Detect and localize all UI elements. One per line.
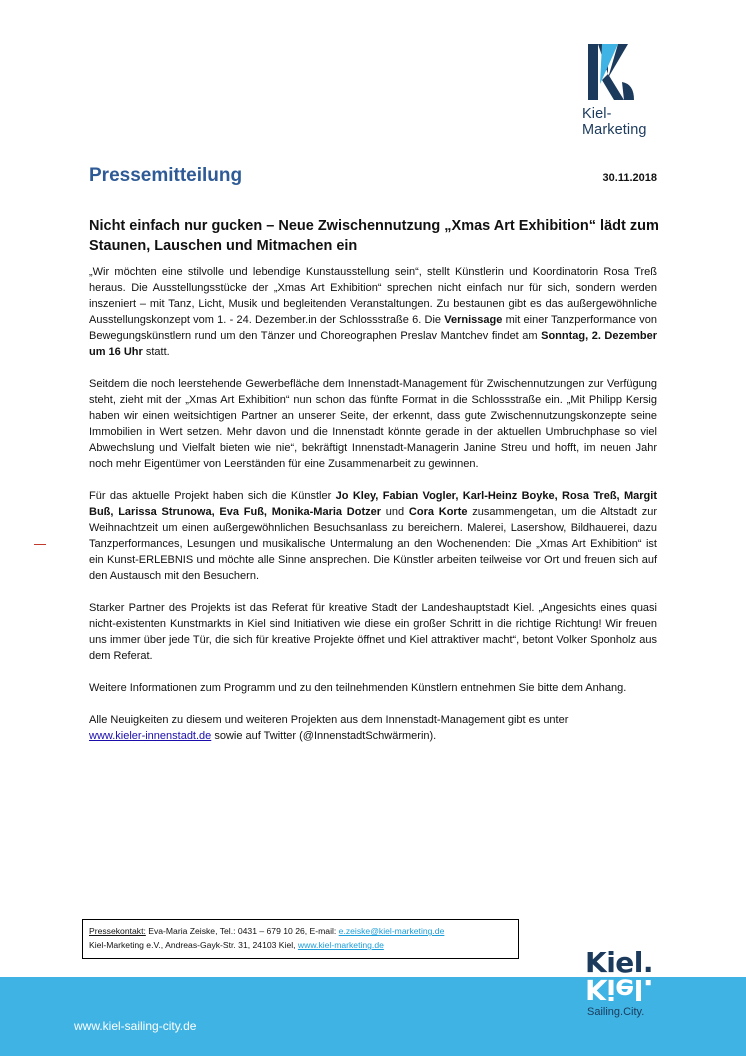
kiel-marketing-logo (582, 44, 674, 138)
footer-url[interactable]: www.kiel-sailing-city.de (74, 1019, 197, 1033)
kiel-wordmark: Kiel. (585, 946, 654, 979)
paragraph-6: Alle Neuigkeiten zu diesem und weiteren Projekten aus dem Innenstadt-Management gibt es unter www.kieler-innenstadt.de sowie auf Twitter (@InnenstadtSchwärmerin). (89, 714, 569, 742)
contact-website-link[interactable]: www.kiel-marketing.de (297, 940, 384, 950)
innenstadt-link[interactable]: www.kieler-innenstadt.de (89, 730, 212, 742)
kiel-sailing-city-logo (585, 948, 675, 1018)
kiel-marketing-wordmark: Kiel-Marketing (582, 106, 647, 138)
paragraph-1: „Wir möchten eine stilvolle und lebendige Kunstausstellung sein“, stellt Künstlerin und Koordinatorin Rosa Treß heraus. Die Ausstellungsstücke der „Xmas Art Exhibition“ sprechen nicht einfach nur für sich, sondern werden inszeniert – mit Tanz, Licht, Musik und begleitenden Veranstaltungen. Zu bestaunen gibt es das außergewöhnliche Ausstellungskonzept vom 1. - 24. Dezember.in der Schlossstraße 6. Die Vernissage mit einer Tanzperformance von Bewegungskünstlern rund um den Tänzer und Choreographen Preslav Mantchev findet am Sonntag, 2. Dezember um 16 Uhr statt. (89, 266, 658, 358)
press-contact-box: Pressekontakt: Eva-Maria Zeiske, Tel.: 0431 – 679 10 26, E-mail: e.zeiske@kiel-marketing.de Kiel-Marketing e.V., Andreas-Gayk-Str. 31, 24103 Kiel, www.kiel-marketing.de (82, 919, 519, 959)
body-text (89, 264, 657, 760)
contact-label: Pressekontakt: (89, 926, 146, 936)
document-title: Pressemitteilung (89, 165, 243, 186)
document-date: 30.11.2018 (602, 172, 657, 184)
contact-email-link[interactable]: e.zeiske@kiel-marketing.de (338, 926, 445, 936)
paragraph-3: Für das aktuelle Projekt haben sich die Künstler Jo Kley, Fabian Vogler, Karl-Heinz Boyke, Rosa Treß, Margit Buß, Larissa Strunowa, Eva Fuß, Monika-Maria Dotzer und Cora Korte zusammengetan, um die Altstadt zur Weihnachtzeit um einen außergewöhnlichen Besuchsanlass zu bereichern. Malerei, Lasershow, Bildhauerei, dazu Tanzperformances, Lesungen und musikalische Untermalung an den Wochenenden: Die „Xmas Art Exhibition“ ist ein Kunst-ERLEBNIS und möchte alle Sinne ansprechen. Die Künstler arbeiten teilweise vor Ort und freuen sich auf den Austausch mit den Besuchern. (89, 490, 658, 582)
paragraph-4: Starker Partner des Projekts ist das Referat für kreative Stadt der Landeshauptstadt Kiel. „Angesichts eines quasi nicht-existenten Kunstmarkts in Kiel sind Initiativen wie diese ein großer Schritt in die richtige Richtung! Wir freuen uns immer über jede Tür, die sich für kreative Projekte öffnet und Kiel attraktiver macht“, betont Volker Sponholz aus dem Referat. (89, 602, 657, 662)
kiel-tagline: Sailing.City. (587, 1006, 645, 1018)
kiel-wordmark-reflection: Kiel. (585, 973, 654, 1006)
paragraph-2: Seitdem die noch leerstehende Gewerbefläche dem Innenstadt-Management für Zwischennutzungen zur Verfügung steht, zieht mit der „Xmas Art Exhibition“ nun schon das fünfte Format in die Schlossstraße ein. „Mit Philipp Kersig haben wir einen weitsichtigen Partner an unserer Seite, der erkennt, dass gute Zwischennutzungskonzepte seine Immobilien in Wert setzen. Mehr davon und die Innenstadt könnte gerade in der aktuellen Umbruchphase so viel Abwechslung und Vielfalt bieten wie nie“, bekräftigt Innenstadt-Managerin Janine Streu und hofft, im neuen Jahr noch mehr Eigentümer von Leerständen für eine Zusammenarbeit zu gewinnen. (89, 378, 657, 470)
headline: Nicht einfach nur gucken – Neue Zwischennutzung „Xmas Art Exhibition“ lädt zum Staunen, Lauschen und Mitmachen ein (89, 218, 659, 254)
margin-mark (34, 544, 46, 545)
kiel-marketing-k-icon (588, 44, 636, 100)
paragraph-5: Weitere Informationen zum Programm und zu den teilnehmenden Künstlern entnehmen Sie bitte dem Anhang. (89, 682, 627, 694)
